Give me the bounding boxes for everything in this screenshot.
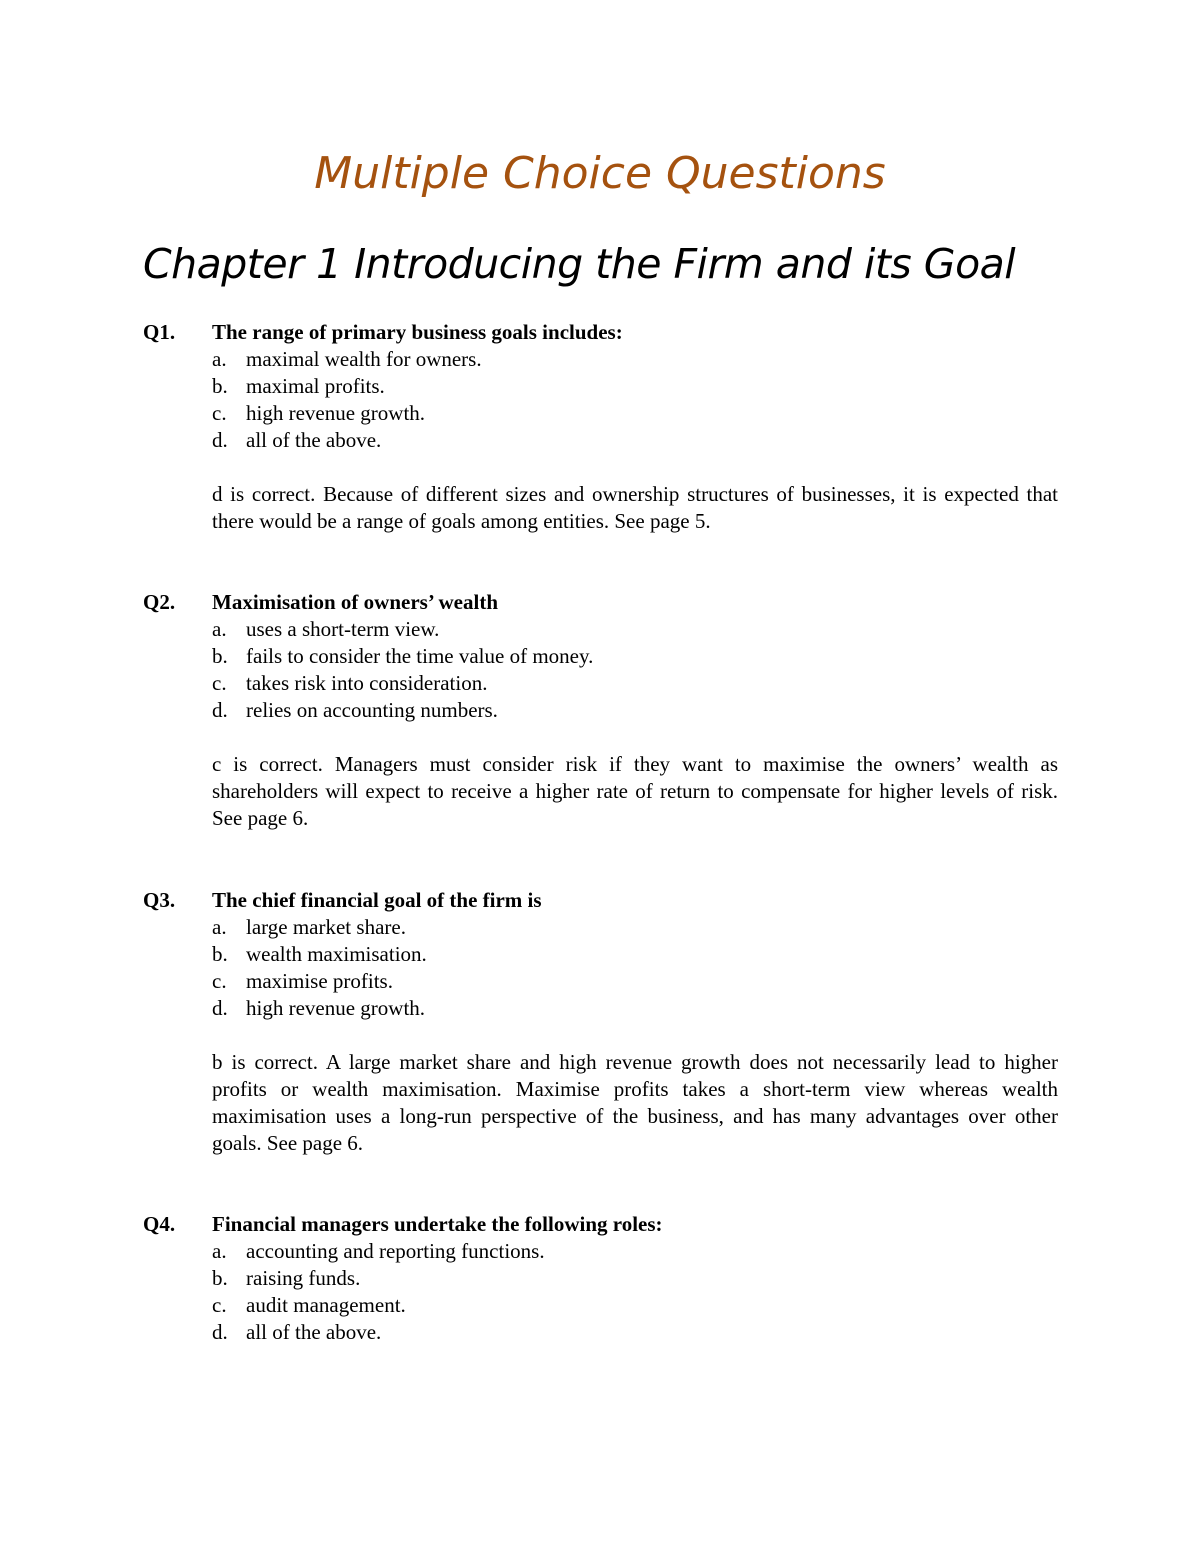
option-item	[212, 697, 1058, 724]
question-number: Q2.	[143, 590, 176, 614]
option-letter: c.	[212, 671, 227, 695]
question-header	[143, 589, 1058, 616]
option-letter: a.	[212, 617, 227, 641]
option-text: maximal profits.	[246, 374, 385, 398]
option-text: relies on accounting numbers.	[246, 698, 498, 722]
option-item	[212, 1319, 1058, 1346]
option-text: high revenue growth.	[246, 401, 426, 425]
question-text: Financial managers undertake the following roles:	[212, 1212, 663, 1236]
option-text: maximise profits.	[246, 969, 393, 993]
option-text: audit management.	[246, 1293, 406, 1317]
chapter-title: Chapter 1 Introducing the Firm and its Goal	[143, 240, 1016, 288]
option-item	[212, 914, 1058, 941]
option-letter: b.	[212, 374, 228, 398]
option-item	[212, 616, 1058, 643]
option-list	[143, 346, 1058, 454]
option-letter: b.	[212, 644, 228, 668]
question-number: Q1.	[143, 320, 176, 344]
question-block	[143, 319, 1058, 535]
document-title: Multiple Choice Questions	[314, 148, 886, 199]
question-number: Q3.	[143, 888, 176, 912]
option-list	[143, 914, 1058, 1022]
option-item	[212, 427, 1058, 454]
option-text: maximal wealth for owners.	[246, 347, 482, 371]
option-item	[212, 373, 1058, 400]
option-text: takes risk into consideration.	[246, 671, 488, 695]
question-number: Q4.	[143, 1212, 176, 1236]
option-letter: d.	[212, 1320, 228, 1344]
option-item	[212, 941, 1058, 968]
question-block	[143, 589, 1058, 832]
option-text: large market share.	[246, 915, 406, 939]
question-text: The chief financial goal of the firm is	[212, 888, 542, 912]
option-letter: c.	[212, 969, 227, 993]
option-letter: b.	[212, 942, 228, 966]
option-item	[212, 670, 1058, 697]
option-letter: c.	[212, 1293, 227, 1317]
option-text: all of the above.	[246, 1320, 382, 1344]
option-text: raising funds.	[246, 1266, 361, 1290]
option-letter: a.	[212, 1239, 227, 1263]
answer-explanation: d is correct. Because of different sizes and ownership structures of businesses, it is expected that there would be a range of goals among entities. See page 5.	[212, 482, 1058, 533]
answer-explanation: c is correct. Managers must consider risk if they want to maximise the owners’ wealth as shareholders will expect to receive a higher rate of return to compensate for higher levels of risk. See page 6.	[212, 752, 1058, 830]
option-list	[143, 1238, 1058, 1346]
option-item	[212, 1238, 1058, 1265]
option-item	[212, 1292, 1058, 1319]
option-item	[212, 1265, 1058, 1292]
option-item	[212, 400, 1058, 427]
option-letter: d.	[212, 698, 228, 722]
option-letter: b.	[212, 1266, 228, 1290]
option-item	[212, 643, 1058, 670]
question-header	[143, 319, 1058, 346]
option-text: accounting and reporting functions.	[246, 1239, 545, 1263]
question-header	[143, 1211, 1058, 1238]
option-item	[212, 995, 1058, 1022]
option-text: fails to consider the time value of money.	[246, 644, 594, 668]
option-text: high revenue growth.	[246, 996, 426, 1020]
question-text: The range of primary business goals includes:	[212, 320, 623, 344]
question-text: Maximisation of owners’ wealth	[212, 590, 498, 614]
option-letter: a.	[212, 347, 227, 371]
question-header	[143, 887, 1058, 914]
question-block	[143, 1211, 1058, 1346]
option-text: uses a short-term view.	[246, 617, 440, 641]
option-text: all of the above.	[246, 428, 382, 452]
option-item	[212, 968, 1058, 995]
answer-explanation: b is correct. A large market share and high revenue growth does not necessarily lead to higher profits or wealth maximisation. Maximise profits takes a short-term view whereas wealth maximisation uses a long-run perspective of the business, and has many advantages over other goals. See page 6.	[212, 1050, 1058, 1155]
option-letter: a.	[212, 915, 227, 939]
option-letter: d.	[212, 428, 228, 452]
option-list	[143, 616, 1058, 724]
option-item	[212, 346, 1058, 373]
option-text: wealth maximisation.	[246, 942, 427, 966]
question-block	[143, 887, 1058, 1157]
option-letter: d.	[212, 996, 228, 1020]
option-letter: c.	[212, 401, 227, 425]
